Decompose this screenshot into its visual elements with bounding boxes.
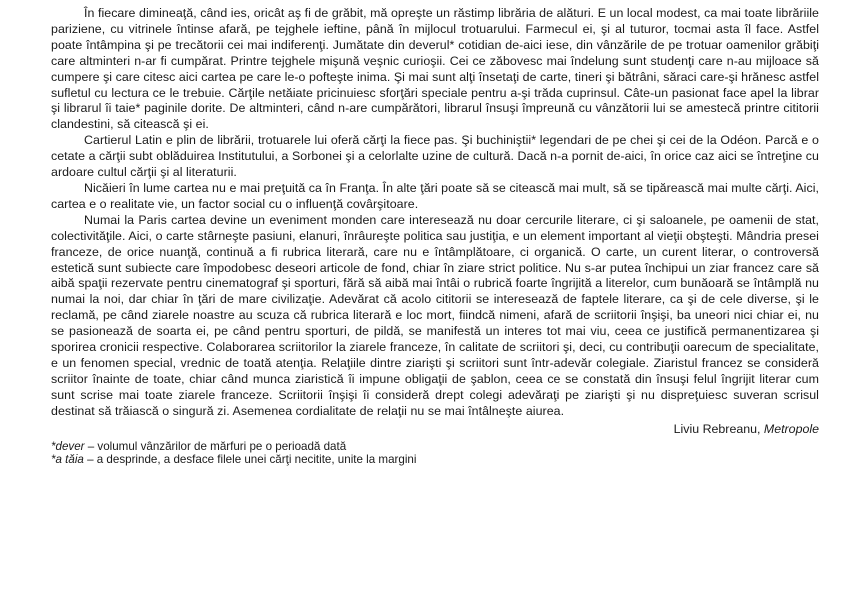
work-title: Metropole	[763, 421, 819, 436]
footnote-definition: – a desprinde, a desface filele unei cărţi necitite, unite la margini	[83, 453, 417, 467]
text-body	[51, 6, 819, 420]
author-name: Liviu Rebreanu,	[673, 421, 764, 436]
paragraph-2: Cartierul Latin e plin de librării, trotuarele lui oferă cărţi la fiece pas. Şi buchiniştii* legendari de pe chei şi cei de la Odéon. Parcă e o cetate a cărţii subt oblăduirea Institutului, a Sorbonei şi a celorlalte uzine de cultură. Dacă n-a pornit de-aici, în orice caz aici se întreţine cu ardoare cultul cărţii şi al literaturii.	[51, 133, 819, 180]
footnote-a-taia	[51, 453, 819, 467]
paragraph-4: Numai la Paris cartea devine un eveniment monden care interesează nu doar cercurile literare, ci şi saloanele, pe oamenii de stat, colectivităţile. Aici, o carte stârneşte pasiuni, elanuri, înrâureşte politica sau justiţia, e un element important al vieţii obşteşti. Mândria presei franceze, de orice nuanţă, continuă a fi rubrica literară, care nu e întâmplătoare, ci organică. O carte, un curent literar, o controversă estetică sunt subiecte care împodobesc deseori articole de fond, chiar în ziare strict politice. Nu s-ar putea închipui un ziar francez care să aibă spaţii rezervate pentru cinematograf şi sporturi, fără să aibă mai întâi o rubrică foarte îngrijită a literelor, cum bunăoară se întâmplă nu numai la noi, dar chiar în ţări de mare civilizaţie. Adevărat că acolo cititorii se interesează de faptele literare, ca şi de cele diverse, şi le reclamă, pe când ziarele noastre au scuza că rubrica literară e loc mort, fiindcă nimeni, afară de scriitorii înşişi, ba uneori nici chiar ei, nu se pasionează de soarta ei, pe când pentru sporturi, de pildă, se manifestă un interes tot mai viu, ceea ce justifică permanentizarea şi sporirea cronicii respective. Colaborarea scriitorilor la ziarele franceze, în calitate de scriitori şi, deci, cu contribuţii oarecum de specialitate, e un fenomen special, vrednic de toată atenţia. Relaţiile dintre ziarişti şi scriitori sunt într-adevăr colegiale. Ziaristul francez se consideră scriitor înainte de toate, chiar când munca ziaristică îi impune obligaţii de şablon, ceea ce se constată din însuşi felul îngrijit literar cum sunt scrise mai toate ziarele franceze. Scriitorii înşişi îi consideră drept colegi adevăraţi pe ziarişti şi nu dispreţuiesc suveran scrisul destinat să trăiască o singură zi. Asemenea cordialitate de relaţii nu se mai întâlneşte aiurea.	[51, 212, 819, 418]
footnote-dever	[51, 440, 819, 454]
footnote-definition: – volumul vânzărilor de mărfuri pe o perioadă dată	[84, 439, 347, 453]
source-attribution	[51, 421, 819, 437]
footnotes	[51, 440, 819, 467]
paragraph-1: În fiecare dimineaţă, când ies, oricât aş fi de grăbit, mă opreşte un răstimp librăria de alături. E un local modest, ca mai toate librăriile pariziene, cu vitrinele întinse afară, pe tejghele ieftine, până în mijlocul trotuarului. Farmecul ei, şi al tuturor, tocmai asta îl face. Astfel poate întâmpina şi pe trecătorii cei mai indiferenţi. Jumătate din deverul* cotidian de-aici iese, din vânzările de pe trotuar oamenilor grăbiţi care altminteri n-ar fi cumpărat. Printre tejghele mişună veşnic curioşii. Cei ce zăbovesc mai îndelung sunt studenţi care n-au mijloace să cumpere şi care citesc aici cartea pe care le-o pofteşte inima. Şi mai sunt alţi însetaţi de carte, tineri şi bătrâni, săraci care-şi hrănesc astfel sufletul cu lectura ce le trebuie. Cărţile netăiate pricinuiesc sforţări speciale pentru a-şi trăda cuprinsul. Câte-un pasionat face apel la librar şi librarul îi taie* paginile dorite. De altminteri, când n-are cumpărători, librarul însuşi împreună cu vânzătorii lui se amestecă printre cititorii clandestini, să citească şi ei.	[51, 6, 819, 132]
footnote-term: *dever	[51, 439, 85, 453]
paragraph-3: Nicăieri în lume cartea nu e mai preţuită ca în Franţa. În alte ţări poate să se citească mai mult, să se tipărească mai multe cărţi. Aici, cartea e o realitate vie, un factor social cu o influenţă covârşitoare.	[51, 180, 819, 211]
footnote-term: *a tăia	[51, 453, 84, 467]
